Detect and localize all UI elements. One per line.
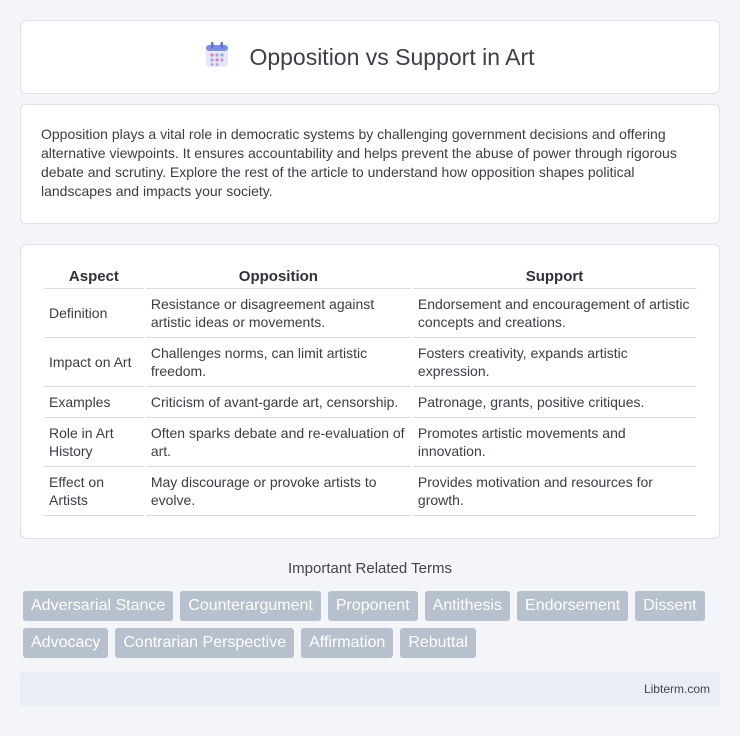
table-row <box>44 387 696 418</box>
column-header-support: Support <box>413 265 696 289</box>
column-header-opposition: Opposition <box>146 265 411 289</box>
cell-opposition: May discourage or provoke artists to evolve. <box>146 467 411 516</box>
related-term-tag[interactable]: Affirmation <box>301 628 393 658</box>
intro-card <box>20 104 720 224</box>
column-header-aspect: Aspect <box>44 265 144 289</box>
cell-aspect: Examples <box>44 387 144 418</box>
related-term-tag[interactable]: Advocacy <box>23 628 108 658</box>
footer-brand-link[interactable]: Libterm.com <box>643 682 710 696</box>
comparison-table <box>42 265 698 516</box>
table-row <box>44 418 696 467</box>
cell-aspect: Definition <box>44 289 144 338</box>
cell-support: Endorsement and encouragement of artistic concepts and creations. <box>413 289 696 338</box>
cell-opposition: Often sparks debate and re-evaluation of art. <box>146 418 411 467</box>
comparison-card <box>20 244 720 539</box>
related-term-tag[interactable]: Antithesis <box>425 591 510 621</box>
related-term-tag[interactable]: Counterargument <box>180 591 321 621</box>
related-term-tag[interactable]: Endorsement <box>517 591 628 621</box>
related-terms-list <box>23 591 723 658</box>
cell-opposition: Challenges norms, can limit artistic freedom. <box>146 338 411 387</box>
table-row <box>44 338 696 387</box>
cell-opposition: Criticism of avant-garde art, censorship. <box>146 387 411 418</box>
related-term-tag[interactable]: Contrarian Perspective <box>115 628 294 658</box>
cell-opposition: Resistance or disagreement against artistic ideas or movements. <box>146 289 411 338</box>
cell-support: Patronage, grants, positive critiques. <box>413 387 696 418</box>
related-term-tag[interactable]: Dissent <box>635 591 704 621</box>
table-row <box>44 289 696 338</box>
cell-aspect: Effect on Artists <box>44 467 144 516</box>
cell-support: Provides motivation and resources for growth. <box>413 467 696 516</box>
related-terms-title: Important Related Terms <box>288 560 452 577</box>
page-title: Opposition vs Support in Art <box>249 43 535 70</box>
cell-aspect: Role in Art History <box>44 418 144 467</box>
cell-support: Promotes artistic movements and innovation. <box>413 418 696 467</box>
header-card <box>20 20 720 94</box>
table-row <box>44 467 696 516</box>
table-header-row <box>44 265 696 289</box>
calendar-icon <box>205 42 229 73</box>
cell-support: Fosters creativity, expands artistic expression. <box>413 338 696 387</box>
related-term-tag[interactable]: Adversarial Stance <box>23 591 173 621</box>
intro-paragraph: Opposition plays a vital role in democratic systems by challenging government decisions and offering alternative viewpoints. It ensures accountability and helps prevent the abuse of power through rigorous debate and scrutiny. Explore the rest of the article to understand how opposition shapes political landscapes and impacts your society. <box>41 126 677 199</box>
header <box>205 42 534 73</box>
cell-aspect: Impact on Art <box>44 338 144 387</box>
related-term-tag[interactable]: Proponent <box>328 591 418 621</box>
related-term-tag[interactable]: Rebuttal <box>400 628 476 658</box>
footer <box>20 672 720 706</box>
